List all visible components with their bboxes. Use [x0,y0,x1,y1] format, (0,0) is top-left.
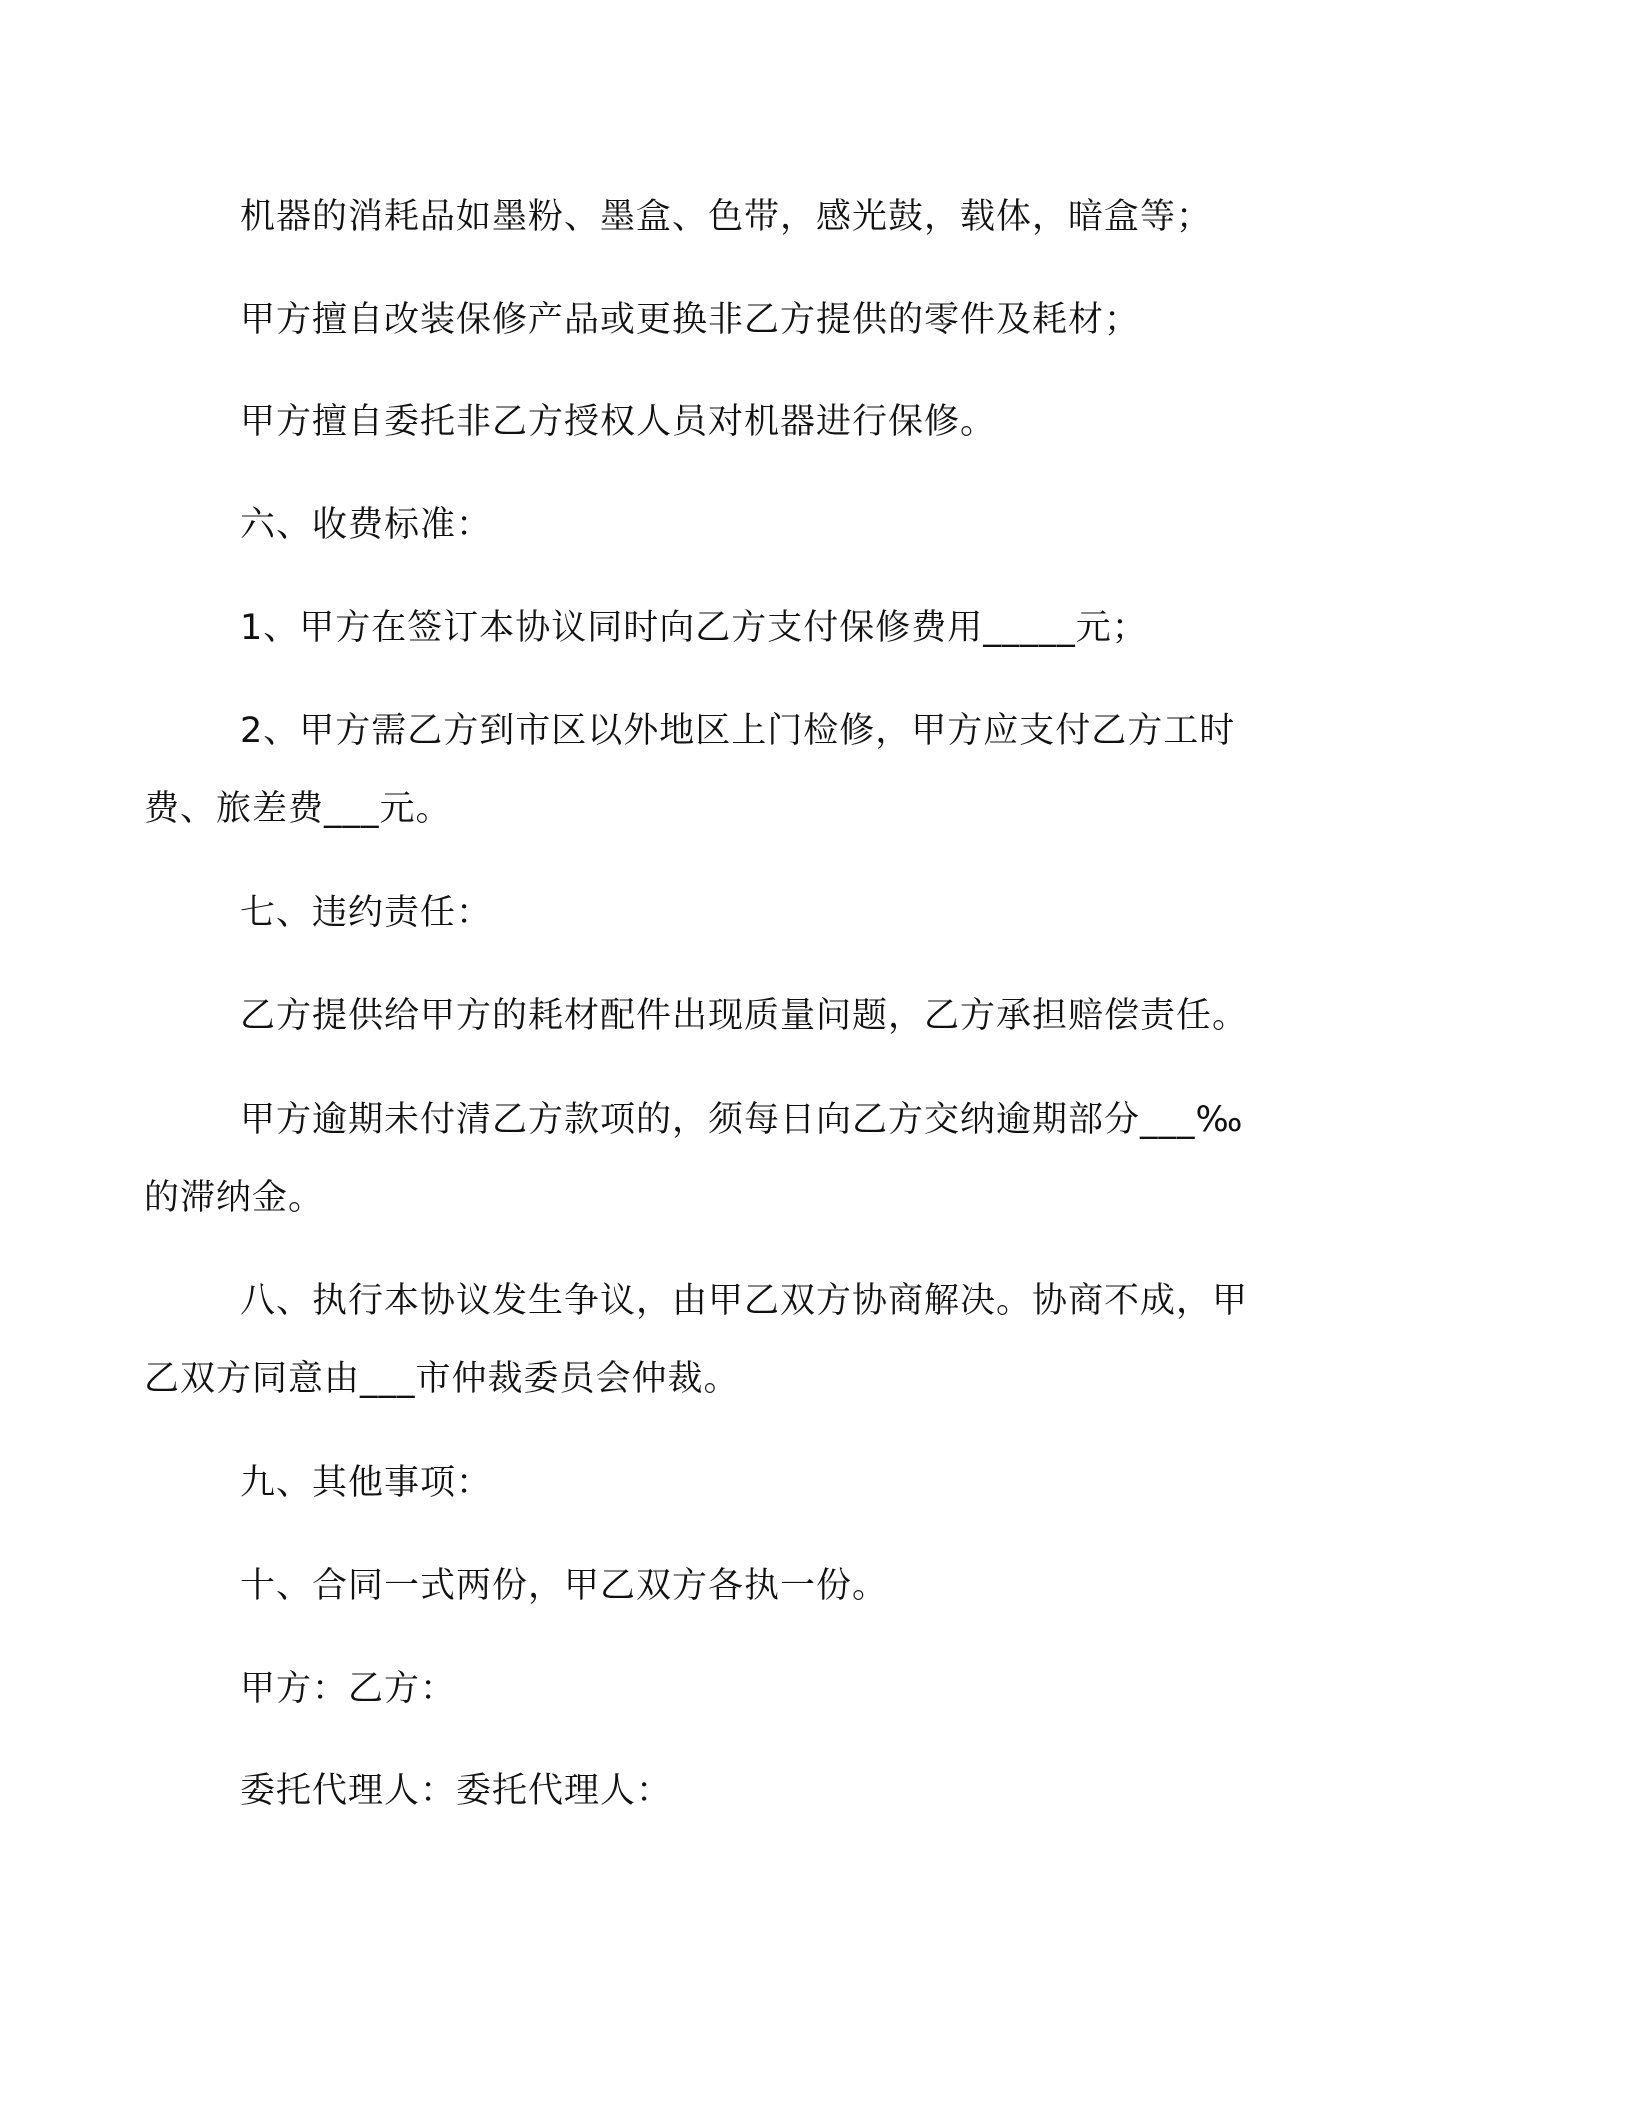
paragraph-line: 费、旅差费___元。 [144,789,452,829]
clause-unauthorized-modification [240,281,1380,359]
section-heading-liability [240,874,1380,952]
heading-text: 九、其他事项： [240,1463,493,1503]
paragraph-line: 乙方提供给甲方的耗材配件出现质量问题，乙方承担赔偿责任。 [240,996,1249,1036]
heading-text: 七、违约责任： [240,893,493,933]
paragraph-line: 1、甲方在签订本协议同时向乙方支付保修费用_____元； [240,608,1148,648]
paragraph-line: 乙双方同意由___市仲裁委员会仲裁。 [144,1359,740,1399]
clause-travel-fee [144,692,1380,848]
signature-agents [240,1752,1380,1830]
paragraph-line: 十、合同一式两份，甲乙双方各执一份。 [240,1566,889,1606]
paragraph-line: 2、甲方需乙方到市区以外地区上门检修，甲方应支付乙方工时 [240,711,1236,751]
paragraph-line: 甲方擅自改装保修产品或更换非乙方提供的零件及耗材； [240,300,1141,340]
paragraph-line: 甲方逾期未付清乙方款项的，须每日向乙方交纳逾期部分___‰ [240,1100,1244,1140]
paragraph-line: 的滞纳金。 [144,1178,325,1218]
paragraph-line: 委托代理人：委托代理人： [240,1771,673,1811]
heading-text: 六、收费标准： [240,505,493,545]
clause-quality-liability [240,977,1380,1055]
paragraph-line: 八、执行本协议发生争议，由甲乙双方协商解决。协商不成，甲 [240,1281,1249,1321]
paragraph-line: 机器的消耗品如墨粉、墨盒、色带，感光鼓，载体，暗盒等； [240,197,1213,237]
clause-consumables [240,178,1380,256]
clause-copies [240,1547,1380,1625]
paragraph-line: 甲方：乙方： [240,1669,457,1709]
clause-dispute-resolution [144,1262,1380,1418]
clause-late-fee [144,1081,1380,1237]
clause-fee-payment [240,589,1380,667]
section-heading-other [240,1444,1380,1522]
paragraph-line: 甲方擅自委托非乙方授权人员对机器进行保修。 [240,402,997,442]
signature-parties [240,1650,1380,1728]
clause-unauthorized-repair [240,383,1380,461]
section-heading-fees [240,486,1380,564]
